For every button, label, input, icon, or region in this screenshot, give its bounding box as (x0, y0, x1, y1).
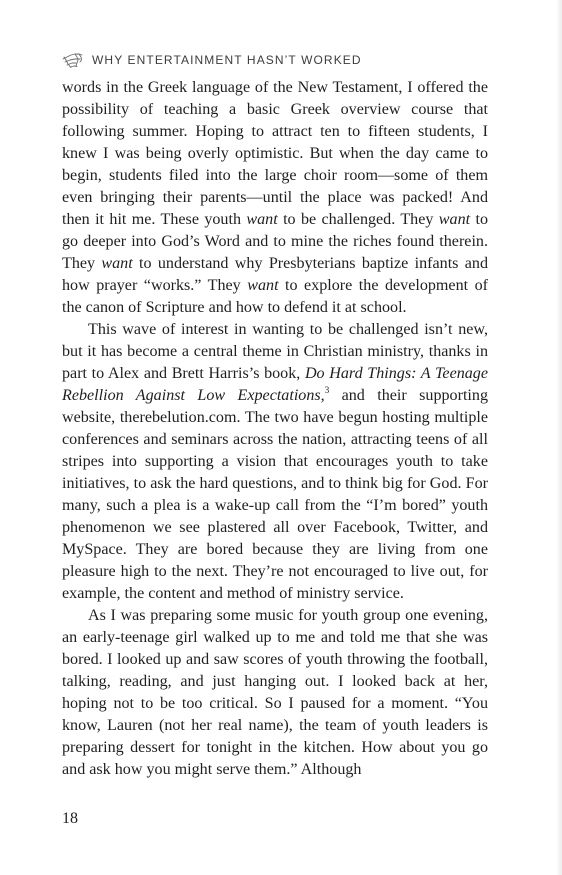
footnote-reference: 3 (324, 384, 330, 395)
body-text (62, 77, 488, 781)
paragraph (62, 605, 488, 781)
page-number: 18 (62, 810, 78, 827)
text-run: This wave of interest in wanting to be challenged isn’t new, but it has become a central theme in Christian ministry, thanks in part to Alex and Brett Harris’s book, (62, 321, 488, 382)
italic-text: Do Hard Things: A Teenage Rebellion Against Low Expectations, (62, 365, 488, 404)
text-run: to be challenged. They (277, 211, 439, 228)
running-header (62, 50, 362, 70)
text-run: and their supporting website, therebelution.com. The two have begun hosting multiple conferences and seminars across the nation, attracting teens of all stripes into supporting a vision that encourages youth to take initiatives, to ask the hard questions, and to think big for God. For many, such a plea is a wake-up call from the “I’m bored” youth phenomenon we see plastered all over Facebook, Twitter, and MySpace. They are bored because they are living from one pleasure high to the next. They’re not encouraged to live out, for example, the content and method of ministry service. (62, 387, 488, 602)
italic-text: want (438, 211, 471, 228)
paragraph (62, 77, 488, 319)
italic-text: want (247, 277, 279, 294)
paragraph (62, 319, 488, 605)
italic-text: want (101, 255, 133, 272)
text-run: As I was preparing some music for youth group one evening, an early-teenage girl walked up to me and told me that she was bored. I looked up and saw scores of youth throwing the football, talking, reading, and just hanging out. I looked back at her, hoping not to be too critical. So I paused for a moment. “You know, Lauren (not her real name), the team of youth leaders is preparing dessert for tonight in the kitchen. How about you go and ask how you might serve them.” Although (62, 607, 488, 778)
text-run: words in the Greek language of the New Testament, I offered the possibility of teaching a basic Greek overview course that following summer. Hoping to attract ten to fifteen students, I knew I was being overly optimistic. But when the day came to begin, students filed into the large choir room—some of them even bringing their parents—until the place was packed! And then it hit me. These youth (62, 79, 488, 228)
hand-pointing-icon (62, 51, 84, 69)
text-run: to go deeper into God’s Word and to mine the riches found therein. They (62, 211, 488, 272)
italic-text: want (246, 211, 278, 228)
running-header-title: WHY ENTERTAINMENT HASN’T WORKED (92, 53, 362, 67)
text-run: to explore the development of the canon of Scripture and how to defend it at school. (62, 277, 488, 316)
text-run: to understand why Presbyterians baptize infants and how prayer “works.” They (62, 255, 488, 294)
page-edge-shadow (556, 0, 562, 875)
